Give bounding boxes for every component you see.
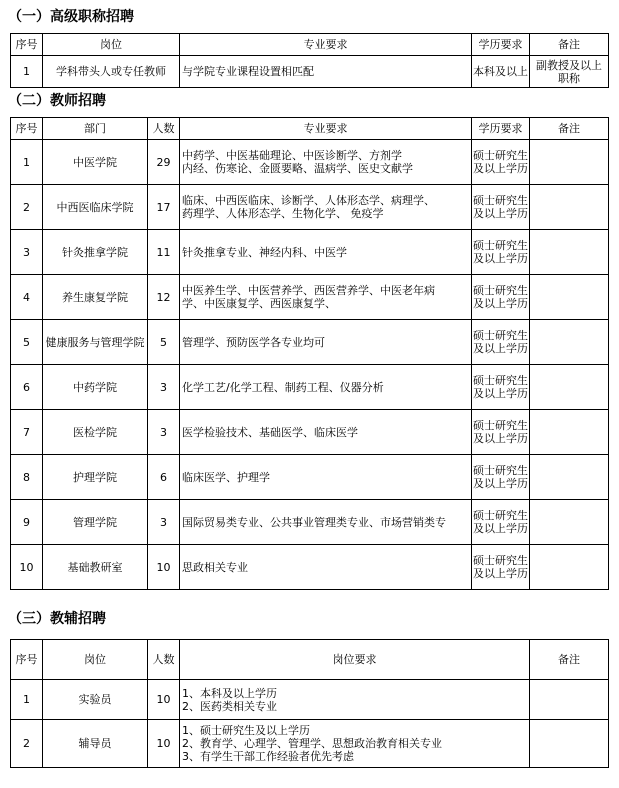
major-line: 中药学、中医基础理论、中医诊断学、方剂学 [182, 149, 402, 162]
col-header: 备注 [530, 640, 609, 680]
col-header: 岗位 [43, 34, 180, 56]
cell-no: 1 [11, 56, 43, 88]
cell-edu: 硕士研究生及以上学历 [472, 545, 530, 590]
cell-no: 6 [11, 365, 43, 410]
cell-no: 1 [11, 680, 43, 720]
table-row [11, 365, 609, 410]
col-header: 备注 [530, 34, 609, 56]
col-header: 学历要求 [472, 34, 530, 56]
cell-count: 6 [148, 455, 180, 500]
cell-requirement [180, 680, 530, 720]
table-row [11, 140, 609, 185]
col-header: 人数 [148, 640, 180, 680]
cell-major: 与学院专业课程设置相匹配 [180, 56, 472, 88]
major-line: 临床、中西医临床、诊断学、人体形态学、病理学、 [182, 194, 435, 207]
cell-count: 3 [148, 365, 180, 410]
col-header: 序号 [11, 118, 43, 140]
col-header: 岗位 [43, 640, 148, 680]
cell-edu: 硕士研究生及以上学历 [472, 275, 530, 320]
cell-dept: 医检学院 [43, 410, 148, 455]
cell-note [530, 230, 609, 275]
table-row [11, 275, 609, 320]
cell-note [530, 365, 609, 410]
cell-no: 5 [11, 320, 43, 365]
cell-post: 实验员 [43, 680, 148, 720]
major-line: 思政相关专业 [182, 560, 248, 574]
cell-edu: 本科及以上 [472, 56, 530, 88]
major-line: 学、中医康复学、西医康复学、 [182, 297, 336, 310]
cell-no: 2 [11, 720, 43, 768]
cell-dept: 中西医临床学院 [43, 185, 148, 230]
cell-dept: 基础教研室 [43, 545, 148, 590]
col-header: 专业要求 [180, 34, 472, 56]
teacher-table [10, 117, 609, 590]
col-header: 序号 [11, 640, 43, 680]
cell-major [180, 365, 472, 410]
cell-count: 3 [148, 500, 180, 545]
table-row [11, 230, 609, 275]
cell-dept: 针灸推拿学院 [43, 230, 148, 275]
requirement-line: 2、医药类相关专业 [182, 699, 277, 713]
requirement-line: 3、有学生干部工作经验者优先考虑 [182, 750, 354, 763]
cell-no: 1 [11, 140, 43, 185]
cell-edu: 硕士研究生及以上学历 [472, 500, 530, 545]
cell-note [530, 680, 609, 720]
cell-no: 7 [11, 410, 43, 455]
cell-count: 3 [148, 410, 180, 455]
major-line: 国际贸易类专业、公共事业管理类专业、市场营销类专 [182, 515, 446, 529]
cell-edu: 硕士研究生及以上学历 [472, 320, 530, 365]
cell-note [530, 455, 609, 500]
major-line: 中医养生学、中医营养学、西医营养学、中医老年病 [182, 284, 435, 297]
cell-edu: 硕士研究生及以上学历 [472, 410, 530, 455]
cell-major [180, 410, 472, 455]
senior-table [10, 33, 609, 88]
cell-requirement [180, 720, 530, 768]
teacher-header-row [11, 118, 609, 140]
cell-note [530, 545, 609, 590]
cell-count: 11 [148, 230, 180, 275]
requirement-line: 1、本科及以上学历 [182, 686, 277, 700]
major-line: 针灸推拿专业、神经内科、中医学 [182, 245, 347, 259]
cell-edu: 硕士研究生及以上学历 [472, 185, 530, 230]
table-row [11, 185, 609, 230]
cell-no: 3 [11, 230, 43, 275]
cell-dept: 管理学院 [43, 500, 148, 545]
section-title-support: （三）教辅招聘 [8, 611, 106, 627]
cell-edu: 硕士研究生及以上学历 [472, 365, 530, 410]
col-header: 备注 [530, 118, 609, 140]
cell-major [180, 320, 472, 365]
cell-major [180, 185, 472, 230]
table-row [11, 500, 609, 545]
col-header: 人数 [148, 118, 180, 140]
cell-dept: 中医学院 [43, 140, 148, 185]
cell-note [530, 720, 609, 768]
cell-dept: 养生康复学院 [43, 275, 148, 320]
cell-post: 辅导员 [43, 720, 148, 768]
cell-dept: 健康服务与管理学院 [43, 320, 148, 365]
section-title-senior: （一）高级职称招聘 [8, 9, 134, 25]
major-line: 临床医学、护理学 [182, 470, 270, 484]
major-line: 管理学、预防医学各专业均可 [182, 335, 325, 349]
major-line: 内经、伤寒论、金匮要略、温病学、医史文献学 [182, 162, 413, 175]
cell-major [180, 230, 472, 275]
section-title-teacher: （二）教师招聘 [8, 93, 106, 109]
table-row [11, 410, 609, 455]
cell-major [180, 140, 472, 185]
cell-major [180, 455, 472, 500]
requirement-line: 2、教育学、心理学、管理学、思想政治教育相关专业 [182, 737, 442, 750]
support-table [10, 639, 609, 768]
table-row [11, 56, 609, 88]
cell-count: 10 [148, 720, 180, 768]
col-header: 学历要求 [472, 118, 530, 140]
col-header: 部门 [43, 118, 148, 140]
cell-edu: 硕士研究生及以上学历 [472, 140, 530, 185]
cell-note [530, 320, 609, 365]
cell-note: 副教授及以上职称 [530, 56, 609, 88]
cell-no: 9 [11, 500, 43, 545]
cell-note [530, 140, 609, 185]
major-line: 药理学、人体形态学、生物化学、 免疫学 [182, 207, 384, 220]
table-row [11, 545, 609, 590]
cell-post: 学科带头人或专任教师 [43, 56, 180, 88]
cell-note [530, 275, 609, 320]
cell-major [180, 545, 472, 590]
senior-header-row [11, 34, 609, 56]
cell-count: 10 [148, 545, 180, 590]
cell-note [530, 185, 609, 230]
cell-no: 8 [11, 455, 43, 500]
cell-major [180, 500, 472, 545]
cell-count: 5 [148, 320, 180, 365]
cell-note [530, 410, 609, 455]
table-row [11, 680, 609, 720]
cell-note [530, 500, 609, 545]
cell-count: 12 [148, 275, 180, 320]
major-line: 化学工艺/化学工程、制药工程、仪器分析 [182, 380, 384, 394]
cell-no: 4 [11, 275, 43, 320]
cell-edu: 硕士研究生及以上学历 [472, 230, 530, 275]
cell-edu: 硕士研究生及以上学历 [472, 455, 530, 500]
table-row [11, 720, 609, 768]
cell-count: 10 [148, 680, 180, 720]
cell-major [180, 275, 472, 320]
cell-count: 17 [148, 185, 180, 230]
cell-no: 10 [11, 545, 43, 590]
table-row [11, 455, 609, 500]
requirement-line: 1、硕士研究生及以上学历 [182, 724, 310, 737]
table-row [11, 320, 609, 365]
cell-no: 2 [11, 185, 43, 230]
col-header: 岗位要求 [180, 640, 530, 680]
cell-count: 29 [148, 140, 180, 185]
col-header: 序号 [11, 34, 43, 56]
cell-dept: 中药学院 [43, 365, 148, 410]
support-header-row [11, 640, 609, 680]
major-line: 医学检验技术、基础医学、临床医学 [182, 425, 358, 439]
cell-dept: 护理学院 [43, 455, 148, 500]
col-header: 专业要求 [180, 118, 472, 140]
